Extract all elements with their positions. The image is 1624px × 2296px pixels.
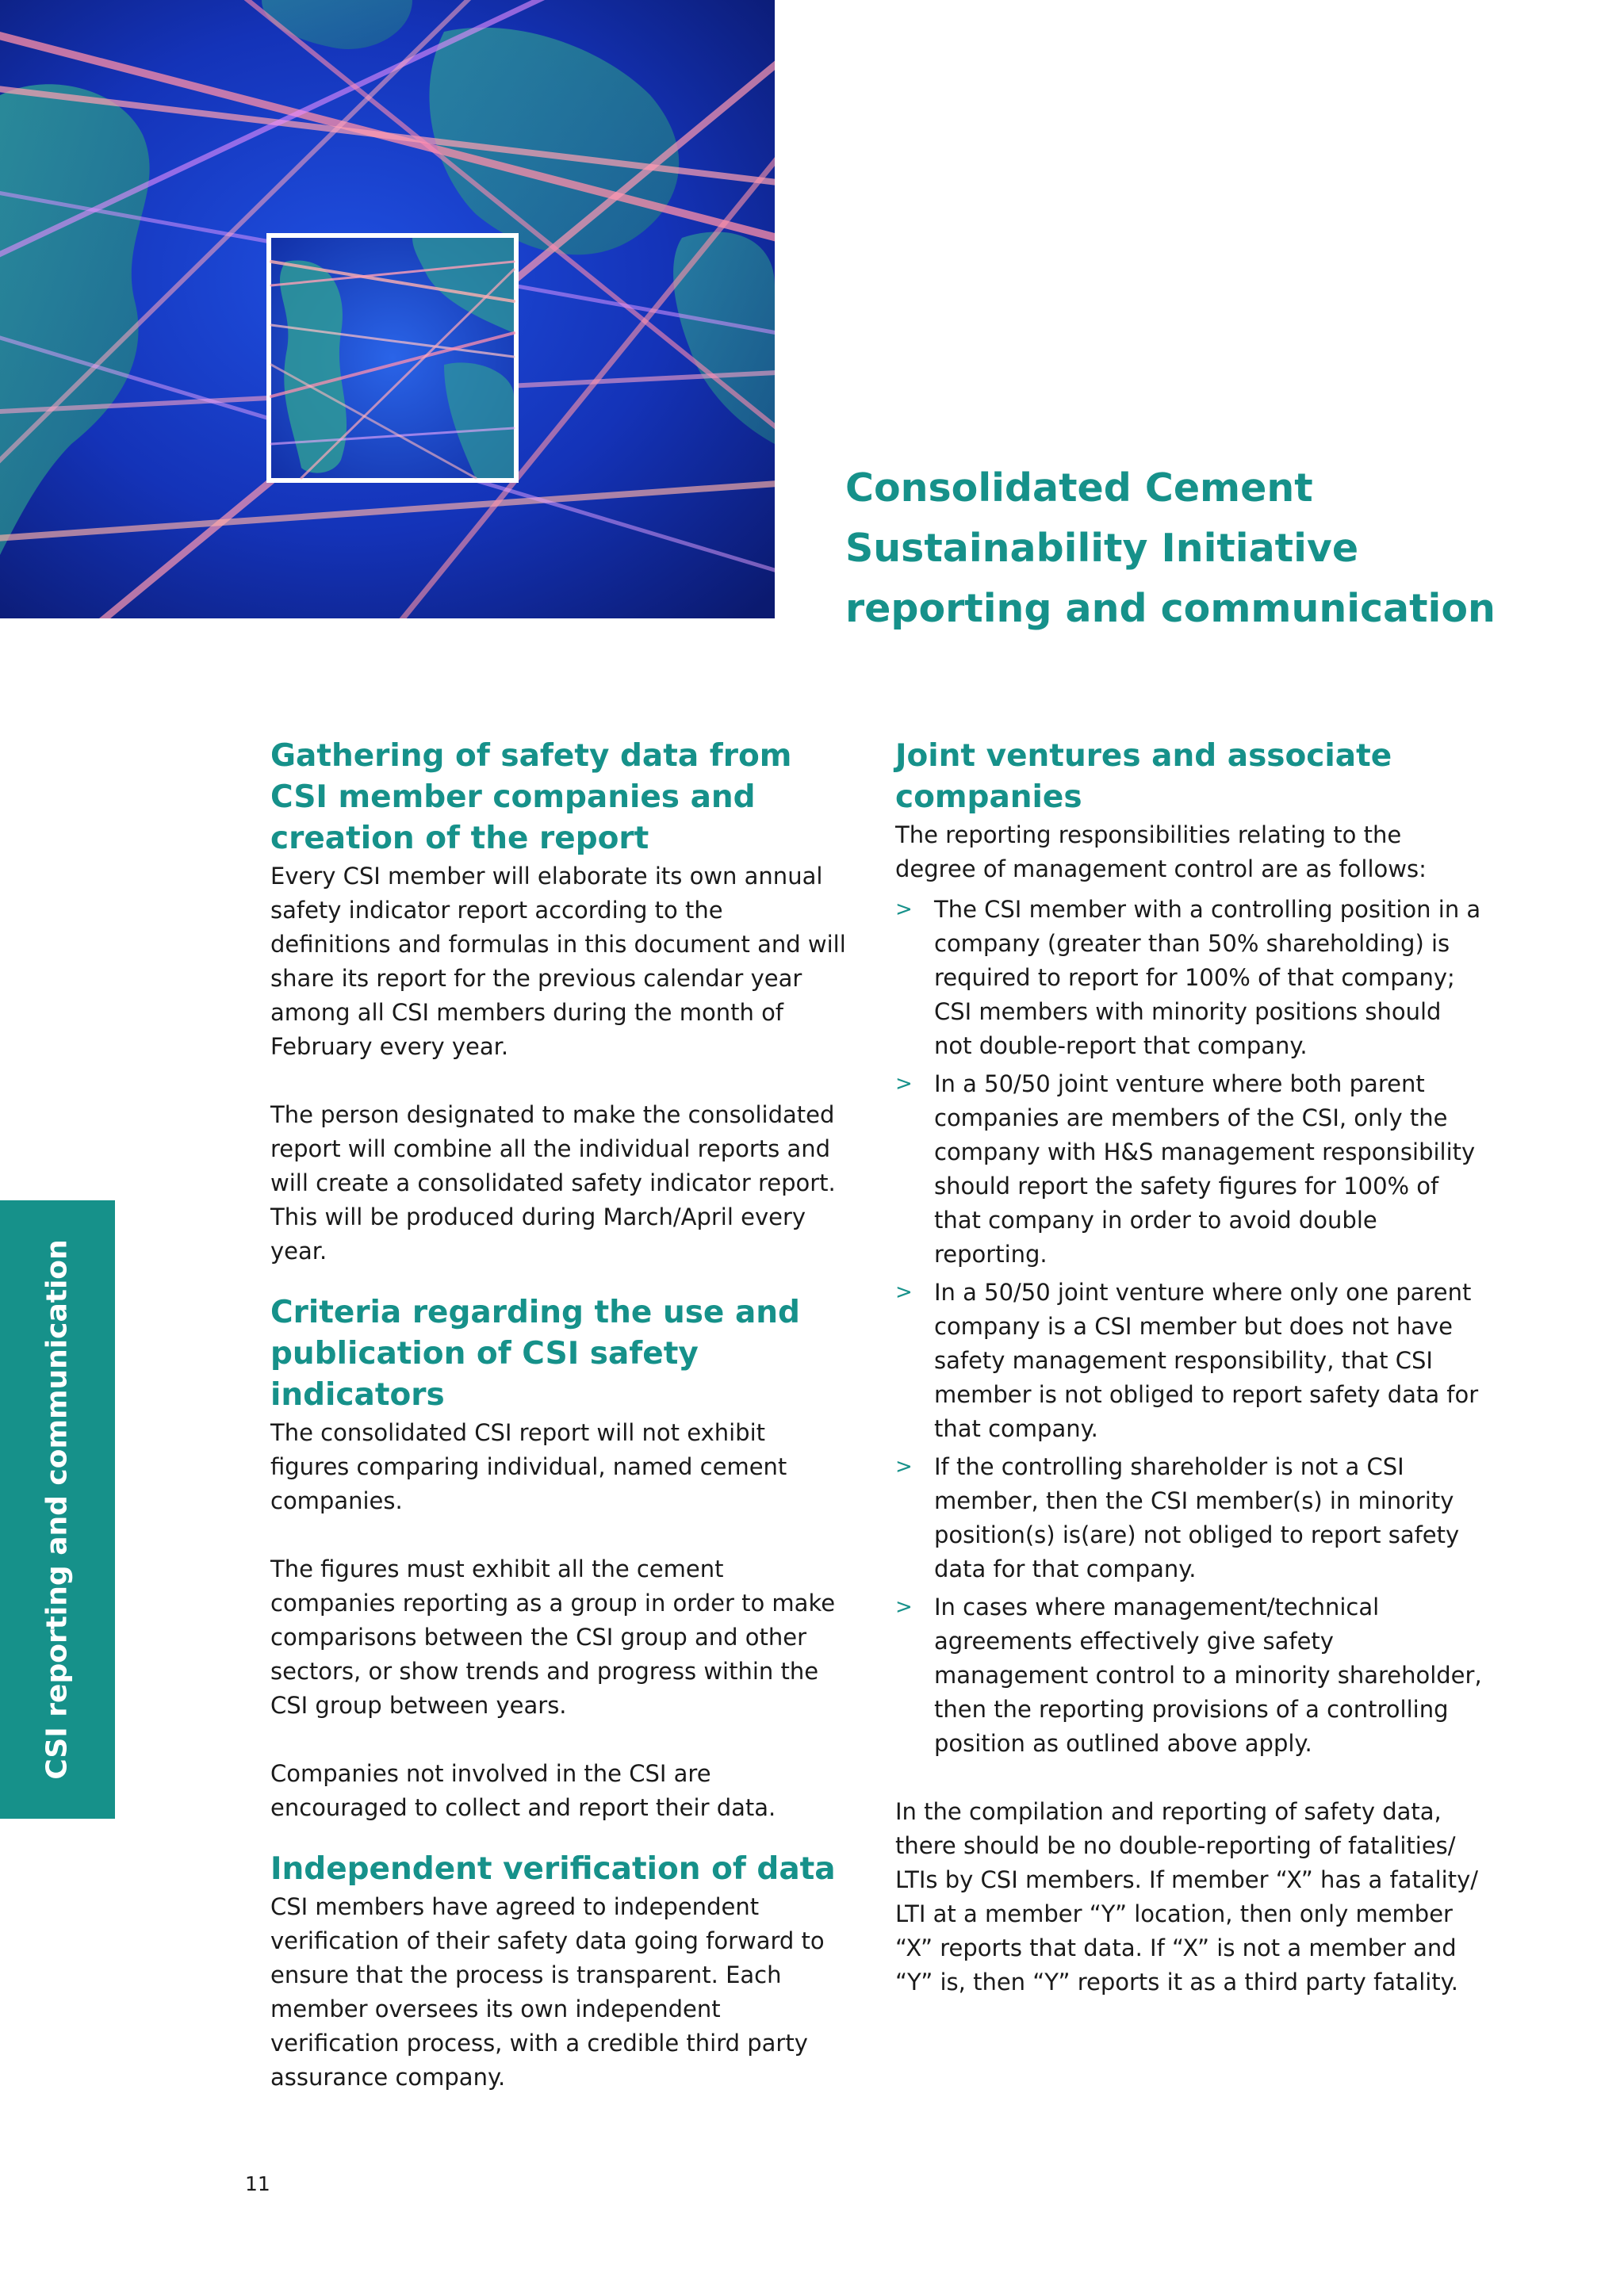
paragraph: The consolidated CSI report will not exhibit figures comparing individual, named cement companies. (270, 1419, 787, 1514)
page-title-line: Consolidated Cement (845, 465, 1313, 511)
bullet-marker: > (895, 897, 913, 921)
paragraph: The person designated to make the consolidated report will combine all the individual reports and will create a consolidated safety indicator report. This will be produced during March/April every year. (270, 1101, 836, 1265)
section-heading-criteria: Criteria regarding the use and publication of CSI safety indicators (270, 1295, 800, 1413)
paragraph: The figures must exhibit all the cement companies reporting as a group in order to make comparisons between the CSI group and other sectors, or show trends and progress within the CSI group between years. (270, 1556, 836, 1719)
left-column (270, 736, 849, 2129)
list-item-text: In a 50/50 joint venture where both parent companies are members of the CSI, only the company with H&S management responsibility should report the safety figures for 100% of that company in order to avoid double reporting. (934, 1070, 1476, 1268)
intro-paragraph: The reporting responsibilities relating to the degree of management control are as follows: (895, 821, 1427, 882)
section-heading-verification: Independent verification of data (270, 1851, 836, 1887)
bullet-marker: > (895, 1280, 913, 1304)
closing-paragraph: In the compilation and reporting of safety data, there should be no double-reporting of fatalities/ LTIs by CSI members. If member “X” has a fatality/ LTI at a member “Y” location, then only member “X” reports that data. If “X” is not a member and “Y” is, then “Y” reports it as a third party fatality. (895, 1798, 1479, 1996)
list-item (895, 1276, 1486, 1446)
globe-light-trails-illustration (0, 0, 775, 618)
hero-image (0, 0, 775, 618)
section-heading-gathering: Gathering of safety data from CSI member companies and creation of the report (270, 738, 792, 856)
page-title-line: reporting and communication (845, 586, 1496, 631)
list-item-text: If the controlling shareholder is not a CSI member, then the CSI member(s) in minority position(s) is(are) not obliged to report safety data for that company. (934, 1453, 1460, 1582)
right-column (895, 736, 1486, 2034)
list-item-text: In cases where management/technical agreements effectively give safety management control to a minority shareholder, then the reporting provisions of a controlling position as outlined above apply. (934, 1594, 1482, 1757)
bullet-marker: > (895, 1072, 913, 1096)
responsibility-list (895, 893, 1486, 1761)
list-item (895, 1450, 1486, 1586)
list-item (895, 893, 1486, 1063)
bullet-marker: > (895, 1595, 913, 1619)
side-tab-label: CSI reporting and communication (40, 1239, 74, 1780)
list-item (895, 1590, 1486, 1761)
page-title-line: Sustainability Initiative (845, 526, 1359, 571)
paragraph: Every CSI member will elaborate its own annual safety indicator report according to the definitions and formulas in this document and will share its report for the previous calendar year among all CSI members during the month of February every year. (270, 863, 846, 1060)
section-heading-joint-ventures: Joint ventures and associate companies (895, 738, 1392, 815)
list-item-text: The CSI member with a controlling position in a company (greater than 50% shareholding) is required to report for 100% of that company; CSI members with minority positions should not double-report that company. (934, 896, 1481, 1059)
list-item-text: In a 50/50 joint venture where only one parent company is a CSI member but does not have safety management responsibility, that CSI member is not obliged to report safety data for that company. (934, 1279, 1479, 1442)
page-number: 11 (245, 2172, 270, 2195)
paragraph: CSI members have agreed to independent verification of their safety data going forward to ensure that the process is transparent. Each member oversees its own independent verification process, with a credible third party assurance company. (270, 1893, 825, 2091)
bullet-marker: > (895, 1455, 913, 1479)
inset-globe-image (266, 233, 519, 483)
page-title (845, 458, 1575, 639)
list-item (895, 1067, 1486, 1272)
paragraph: Companies not involved in the CSI are encouraged to collect and report their data. (270, 1760, 776, 1821)
